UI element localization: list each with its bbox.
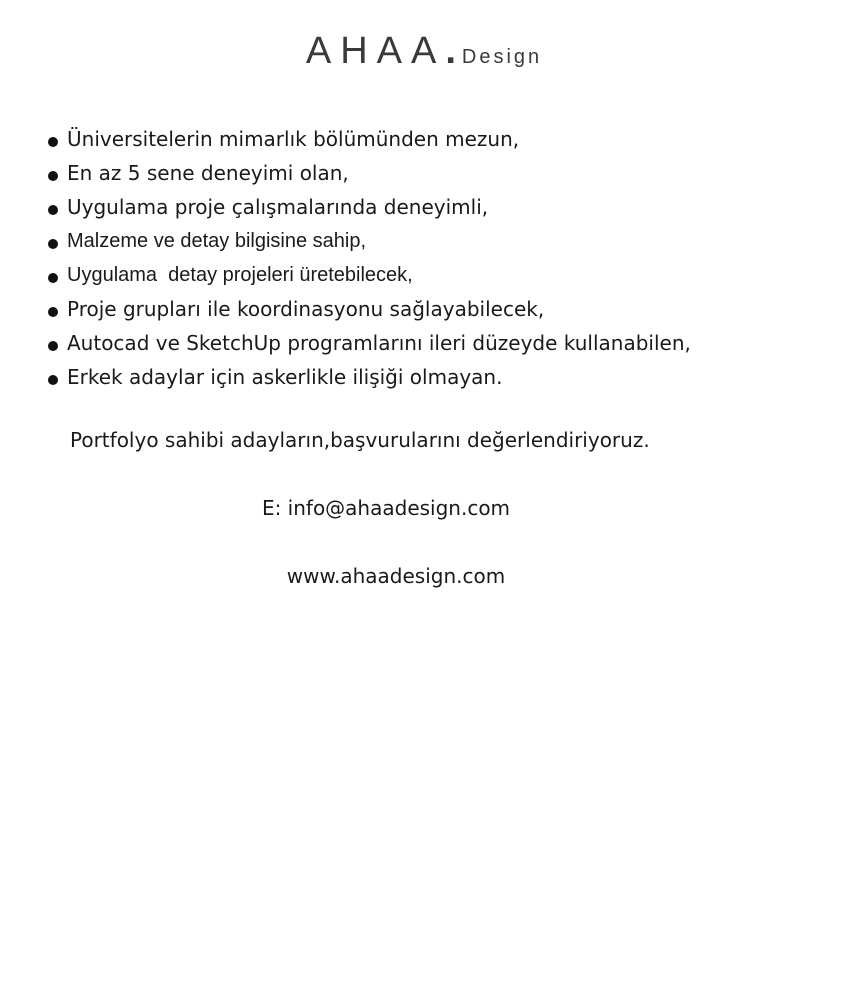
contact-email: E: info@ahaadesign.com — [261, 496, 511, 520]
requirement-text: Erkek adaylar için askerlikle ilişiği olmayan. — [67, 365, 503, 389]
requirement-item — [48, 224, 691, 258]
contact-website: www.ahaadesign.com — [286, 564, 506, 588]
requirement-item — [48, 360, 691, 394]
requirement-text: Uygulama proje çalışmalarında deneyimli, — [67, 195, 489, 219]
requirement-text: Proje grupları ile koordinasyonu sağlayabilecek, — [67, 297, 545, 321]
requirement-item — [48, 122, 691, 156]
requirement-text: Malzeme ve detay bilgisine sahip, — [67, 229, 367, 252]
bullet-icon — [48, 307, 58, 317]
bullet-icon — [48, 205, 58, 215]
bullet-icon — [48, 375, 58, 385]
logo-main-text: AHAA — [305, 30, 446, 72]
logo-dot: . — [445, 30, 456, 72]
logo-sub-text: Design — [461, 46, 543, 68]
bullet-icon — [48, 239, 58, 249]
bullet-icon — [48, 341, 58, 351]
requirements-list — [48, 122, 691, 394]
requirement-text: En az 5 sene deneyimi olan, — [67, 161, 349, 185]
bullet-icon — [48, 171, 58, 181]
requirement-item — [48, 156, 691, 190]
portfolio-note: Portfolyo sahibi adayların,başvurularını değerlendiriyoruz. — [70, 428, 650, 452]
requirement-text: Autocad ve SketchUp programlarını ileri düzeyde kullanabilen, — [67, 331, 691, 355]
requirement-item — [48, 292, 691, 326]
requirement-text: Uygulama detay projeleri üretebilecek, — [67, 263, 413, 286]
bullet-icon — [48, 137, 58, 147]
requirement-item — [48, 258, 691, 292]
requirement-item — [48, 190, 691, 224]
requirement-text: Üniversitelerin mimarlık bölümünden mezun, — [67, 127, 520, 151]
company-logo — [0, 30, 848, 73]
bullet-icon — [48, 273, 58, 283]
requirement-item — [48, 326, 691, 360]
